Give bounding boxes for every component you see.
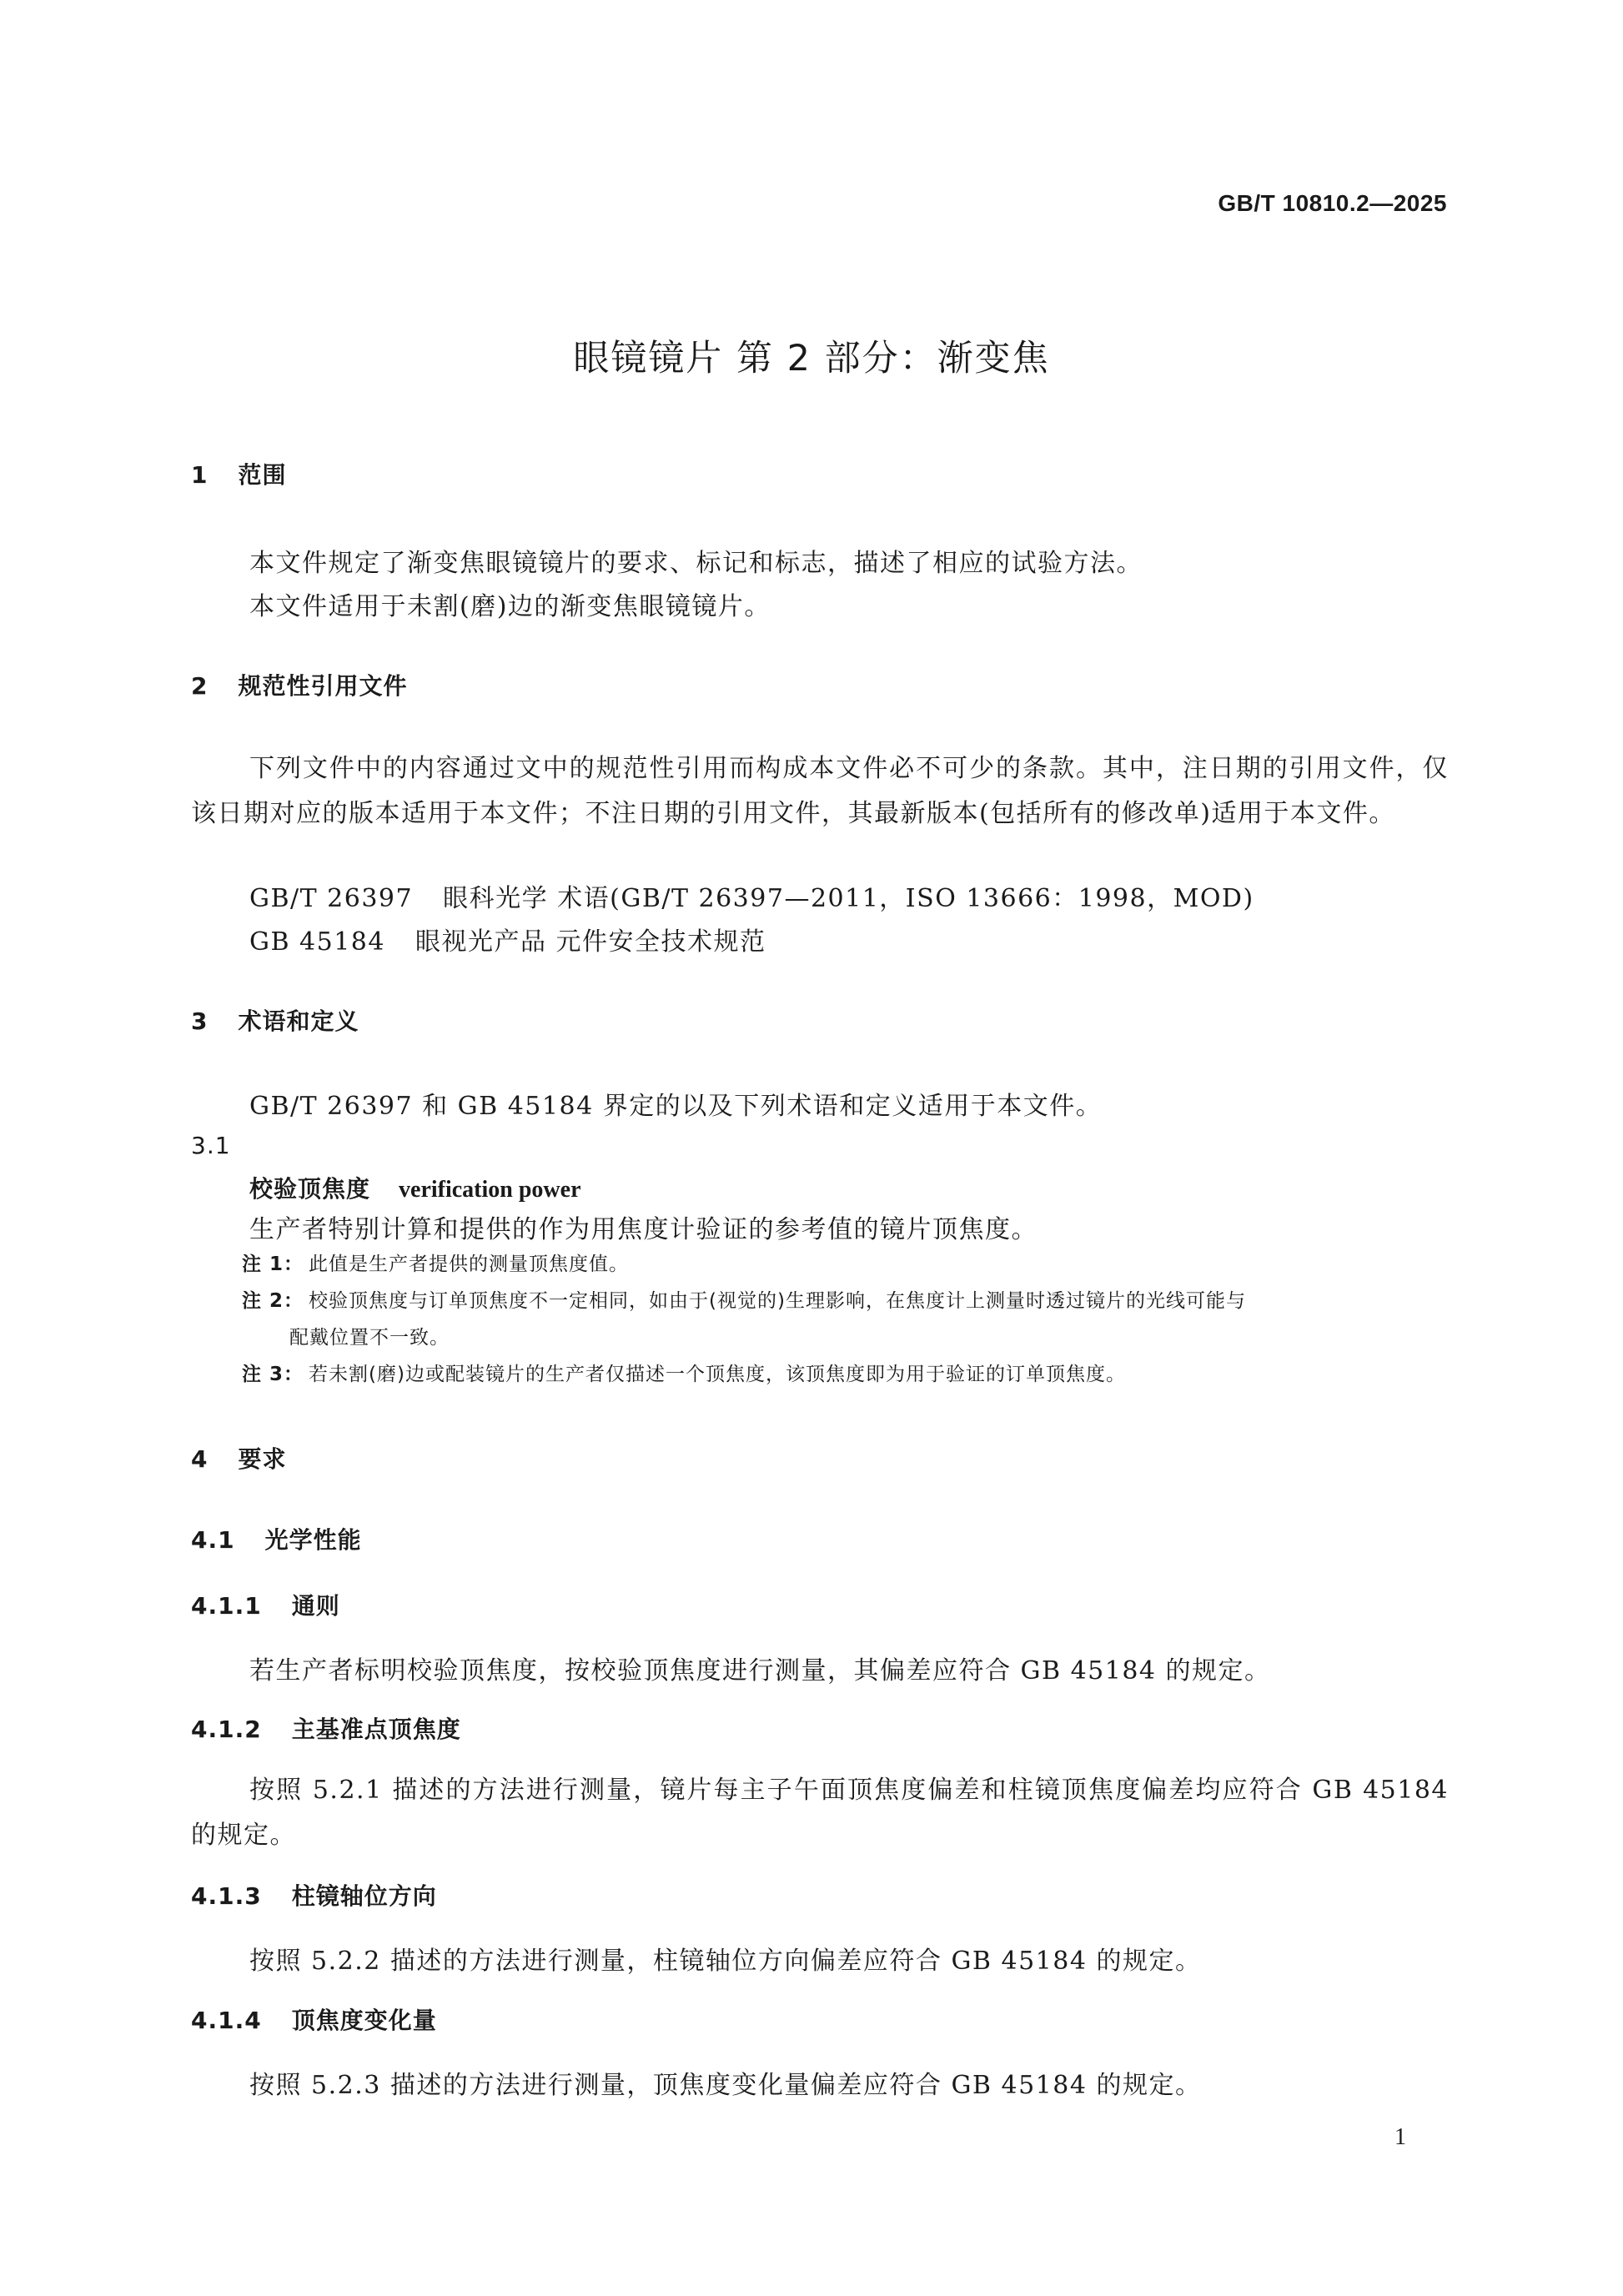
- subsection-4-1-3-text: 按照 5.2.2 描述的方法进行测量，柱镜轴位方向偏差应符合 GB 45184 的规定。: [249, 1947, 1202, 1976]
- section-title: 术语和定义: [238, 1007, 359, 1035]
- section-number: 4: [191, 1445, 209, 1473]
- section-number: 2: [191, 672, 209, 700]
- document-title: 眼镜镜片 第 2 部分：渐变焦: [573, 338, 1050, 379]
- section-number: 3: [191, 1007, 209, 1035]
- section-number: 4.1.3: [191, 1882, 262, 1910]
- scope-paragraph-2: 本文件适用于未割(磨)边的渐变焦眼镜镜片。: [249, 592, 771, 621]
- reference-title: 眼视光产品 元件安全技术规范: [415, 927, 766, 957]
- page-number: 1: [1394, 2124, 1406, 2150]
- term-entry: [249, 1171, 581, 1204]
- section-number: 4.1.2: [191, 1716, 262, 1743]
- section-title: 主基准点顶焦度: [291, 1716, 461, 1743]
- section-number: 4.1.1: [191, 1592, 262, 1620]
- note-label: 注 3：: [242, 1364, 304, 1385]
- section-number: 1: [191, 461, 209, 489]
- section-title: 通则: [291, 1592, 340, 1620]
- section-1-heading: [191, 457, 287, 490]
- section-title: 规范性引用文件: [238, 672, 408, 700]
- subsection-4-1-2-heading: [191, 1711, 461, 1745]
- subsection-4-1-3-heading: [191, 1878, 437, 1912]
- note-text: 此值是生产者提供的测量顶焦度值。: [309, 1254, 630, 1275]
- scope-paragraph-1: 本文件规定了渐变焦眼镜镜片的要求、标记和标志，描述了相应的试验方法。: [249, 549, 1143, 578]
- reference-item: [249, 921, 766, 957]
- section-title: 要求: [238, 1445, 287, 1473]
- term-number: 3.1: [191, 1132, 231, 1159]
- section-number: 4.1.4: [191, 2007, 262, 2034]
- reference-title: 眼科光学 术语(GB/T 26397—2011，ISO 13666：1998，MOD): [443, 884, 1254, 913]
- subsection-4-1-1-heading: [191, 1588, 340, 1621]
- note-1: [242, 1248, 629, 1276]
- terms-intro: GB/T 26397 和 GB 45184 界定的以及下列术语和定义适用于本文件。: [249, 1092, 1103, 1121]
- note-text: 校验顶焦度与订单顶焦度不一定相同，如由于(视觉的)生理影响，在焦度计上测量时透过镜片的光线可能与: [309, 1290, 1246, 1312]
- reference-code: GB/T 26397: [249, 884, 414, 913]
- note-2: [242, 1285, 1246, 1313]
- section-2-heading: [191, 668, 408, 701]
- note-label: 注 1：: [242, 1254, 304, 1275]
- term-definition: 生产者特别计算和提供的作为用焦度计验证的参考值的镜片顶焦度。: [249, 1215, 1038, 1244]
- term-chinese: 校验顶焦度: [249, 1175, 371, 1203]
- note-label: 注 2：: [242, 1290, 304, 1312]
- note-3: [242, 1359, 1126, 1386]
- section-title: 范围: [238, 461, 287, 489]
- subsection-4-1-2-text: 按照 5.2.1 描述的方法进行测量，镜片每主子午面顶焦度偏差和柱镜顶焦度偏差均应符合 GB 45184 的规定。: [191, 1776, 1449, 1850]
- term-english: verification power: [399, 1177, 581, 1203]
- subsection-4-1-4-heading: [191, 2002, 437, 2036]
- subsection-4-1-heading: [191, 1522, 362, 1555]
- section-title: 光学性能: [264, 1526, 362, 1554]
- note-2-continuation: 配戴位置不一致。: [289, 1327, 450, 1349]
- subsection-4-1-4-text: 按照 5.2.3 描述的方法进行测量，顶焦度变化量偏差应符合 GB 45184 的规定。: [249, 2071, 1202, 2100]
- section-number: 4.1: [191, 1526, 235, 1554]
- reference-item: [249, 877, 1254, 914]
- section-title: 顶焦度变化量: [291, 2007, 437, 2034]
- section-4-heading: [191, 1441, 287, 1475]
- note-text: 若未割(磨)边或配装镜片的生产者仅描述一个顶焦度，该顶焦度即为用于验证的订单顶焦度。: [309, 1364, 1126, 1385]
- reference-code: GB 45184: [249, 927, 385, 957]
- section-title: 柱镜轴位方向: [291, 1882, 437, 1910]
- subsection-4-1-1-text: 若生产者标明校验顶焦度，按校验顶焦度进行测量，其偏差应符合 GB 45184 的规定。: [249, 1656, 1271, 1686]
- section-3-heading: [191, 1003, 359, 1037]
- standard-code: GB/T 10810.2—2025: [1218, 190, 1447, 216]
- normative-references-intro: 下列文件中的内容通过文中的规范性引用而构成本文件必不可少的条款。其中，注日期的引用文件，仅该日期对应的版本适用于本文件；不注日期的引用文件，其最新版本(包括所有的修改单)适用于本文件。: [191, 754, 1449, 828]
